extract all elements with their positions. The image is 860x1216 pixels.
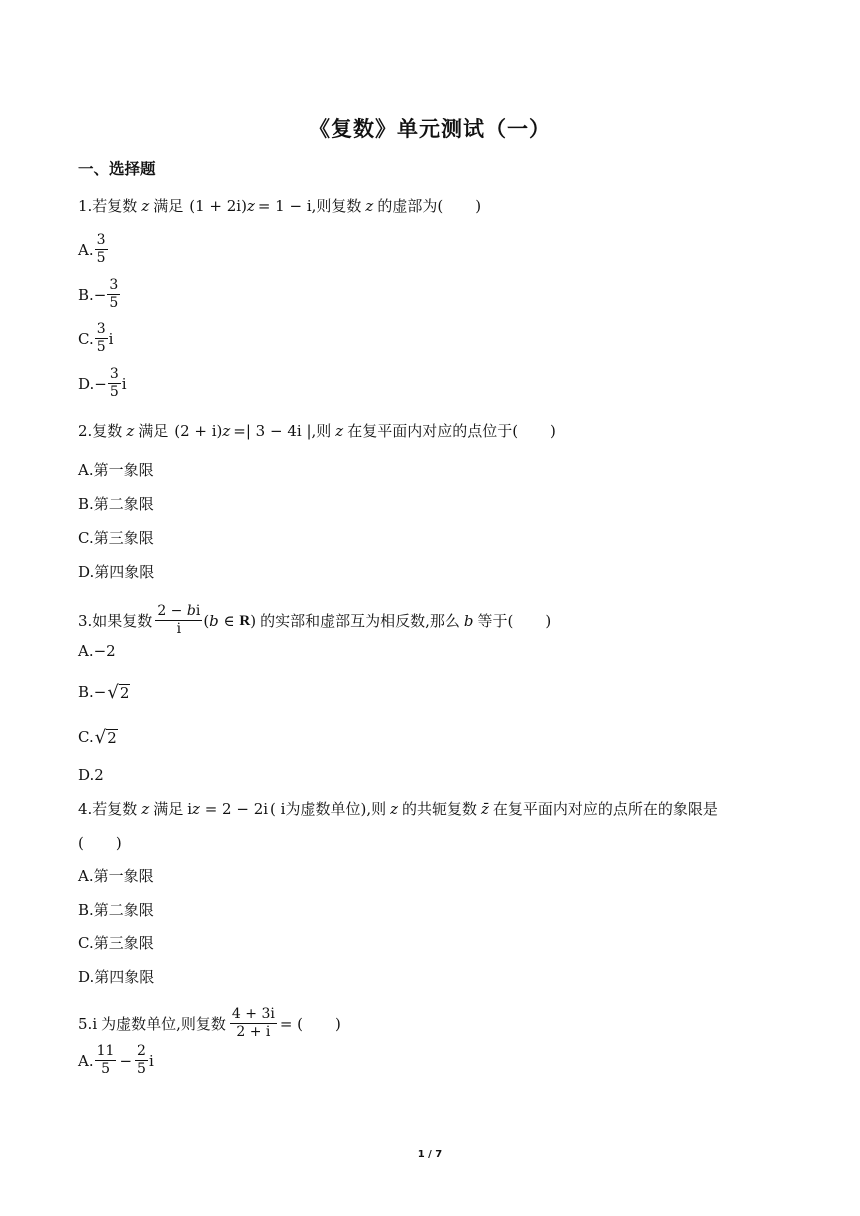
- radicand: 2: [119, 684, 130, 702]
- q1-eq-z: z: [246, 197, 255, 215]
- numerator: 3: [109, 277, 119, 293]
- q3-option-c: [78, 727, 118, 747]
- q4-z: z: [141, 800, 150, 818]
- q4-eq-right: = 2 − 2i: [199, 800, 269, 818]
- option-label: B.: [78, 285, 94, 304]
- fraction: [107, 277, 120, 312]
- q4-zbar: z̄: [481, 800, 489, 818]
- q2-option-c: C.第三象限: [78, 529, 154, 547]
- q4-satisfy: 满足: [153, 800, 184, 818]
- q4-option-a: A.第一象限: [78, 867, 154, 885]
- paren-open: (: [203, 611, 210, 630]
- q3-option-b: [78, 682, 130, 702]
- q5-close: ): [335, 1014, 341, 1033]
- q3-tail: 等于(: [477, 611, 514, 630]
- element-of: ∈: [218, 611, 240, 630]
- numerator: 3: [96, 321, 106, 337]
- q1-z: z: [141, 197, 150, 215]
- q3-mid: 的实部和虚部互为相反数,那么: [260, 611, 460, 630]
- question-1: [78, 196, 481, 216]
- minus-sign: −: [94, 374, 107, 393]
- q4-option-b: B.第二象限: [78, 901, 154, 919]
- q5-fraction: [230, 1006, 277, 1041]
- paren-open: (: [78, 834, 84, 852]
- q2-eq-z: z: [222, 422, 231, 440]
- q1-lead: 1.若复数: [78, 197, 138, 215]
- q5-option-a: [78, 1043, 154, 1078]
- q2-eq-right: =| 3 − 4i |: [233, 422, 312, 440]
- denominator: 5: [109, 295, 119, 311]
- question-4: [78, 799, 718, 819]
- q2-option-b: B.第二象限: [78, 495, 154, 513]
- q2-z: z: [126, 422, 135, 440]
- q2-option-d: D.第四象限: [78, 563, 155, 581]
- denominator: 2 + i: [236, 1024, 271, 1040]
- q1-close: ): [475, 197, 482, 215]
- q4-mid: 的共轭复数: [402, 800, 478, 818]
- q1-option-a: [78, 232, 109, 267]
- minus-sign: −: [93, 285, 107, 304]
- option-label: C.: [78, 728, 94, 746]
- q3-b: b: [463, 611, 474, 630]
- q4-eq-z: z: [192, 800, 200, 818]
- square-root: [107, 682, 130, 702]
- q4-note: 为虚数单位),则: [285, 800, 387, 818]
- q1-tail: 的虚部为(: [377, 197, 444, 215]
- q3-option-a: A.−2: [78, 642, 116, 660]
- question-5: [78, 1006, 341, 1041]
- q4-lead: 4.若复数: [78, 800, 138, 818]
- q2-close: ): [550, 422, 556, 440]
- question-2: [78, 421, 556, 441]
- denominator: 5: [101, 1061, 110, 1077]
- q3-option-d: D.2: [78, 766, 104, 784]
- q2-eq-left: (2 + i): [174, 422, 223, 440]
- fraction: [108, 366, 121, 401]
- q1-eq-right: = 1 − i: [257, 197, 312, 215]
- section-heading: 一、选择题: [78, 160, 156, 178]
- numerator: [155, 603, 202, 621]
- imaginary-unit: i: [121, 374, 127, 393]
- q4-note-i: ( i: [270, 800, 286, 818]
- q2-tail: 在复平面内对应的点位于(: [347, 422, 519, 440]
- radical-sign: √: [107, 682, 119, 703]
- q2-mid: ,则: [311, 422, 332, 440]
- numerator: 2: [137, 1043, 146, 1059]
- denominator: 5: [96, 339, 106, 355]
- numerator: 4 + 3i: [231, 1006, 275, 1022]
- q5-mid: 为虚数单位,则复数: [101, 1014, 226, 1033]
- square-root: [95, 727, 118, 747]
- denominator: i: [176, 621, 182, 637]
- q1-eq-left: (1 + 2i): [189, 197, 247, 215]
- imaginary-unit: i: [108, 329, 114, 348]
- q4-option-c: C.第三象限: [78, 934, 154, 952]
- q1-mid: ,则复数: [311, 197, 362, 215]
- q1-option-b: [78, 277, 121, 312]
- q4-option-d: D.第四象限: [78, 968, 155, 986]
- q4-eq-left: i: [187, 800, 193, 818]
- paren-close: ): [250, 611, 257, 630]
- q4-z2: z: [390, 800, 398, 818]
- q2-z2: z: [335, 422, 344, 440]
- minus-sign: −: [93, 683, 107, 701]
- fraction: [95, 1043, 117, 1078]
- document-title: 《复数》单元测试（一）: [309, 117, 551, 141]
- page-number: 1 / 7: [417, 1149, 443, 1160]
- option-label: B.: [78, 683, 94, 701]
- denominator: 5: [96, 250, 106, 266]
- numerator-b: b: [186, 603, 196, 619]
- q1-option-d: [78, 366, 127, 401]
- q4-tail: 在复平面内对应的点所在的象限是: [492, 800, 718, 818]
- option-label: A.: [78, 240, 94, 259]
- fraction: [135, 1043, 148, 1078]
- reals-symbol: R: [239, 612, 251, 629]
- option-label: D.: [78, 374, 95, 393]
- option-label: A.: [78, 1051, 94, 1070]
- fraction: [95, 232, 108, 267]
- numerator: 3: [109, 366, 119, 382]
- q2-satisfy: 满足: [138, 422, 169, 440]
- denominator: 5: [137, 1061, 146, 1077]
- q5-i: i: [92, 1014, 98, 1033]
- q1-option-c: [78, 321, 113, 356]
- numerator: 11: [96, 1043, 115, 1059]
- fraction: [95, 321, 108, 356]
- q5-lead: 5.: [78, 1014, 93, 1033]
- q3-lead: 3.如果复数: [78, 611, 153, 630]
- q2-lead: 2.复数: [78, 422, 123, 440]
- denominator: 5: [109, 384, 119, 400]
- q4-paren-line: [78, 833, 122, 853]
- numerator-i: i: [195, 603, 201, 619]
- question-3: [78, 603, 551, 638]
- radicand: 2: [107, 729, 117, 747]
- q1-satisfy: 满足: [153, 197, 184, 215]
- imaginary-unit: i: [148, 1051, 154, 1070]
- option-label: C.: [78, 329, 94, 348]
- numerator: 3: [96, 232, 106, 248]
- paren-close: ): [115, 834, 122, 852]
- q2-option-a: A.第一象限: [78, 461, 154, 479]
- minus-sign: −: [119, 1051, 133, 1070]
- q1-z2: z: [365, 197, 374, 215]
- q5-tail: = (: [279, 1014, 304, 1033]
- q3-fraction: [155, 603, 202, 638]
- numerator-part: 2 −: [157, 603, 187, 619]
- radical-sign: √: [94, 727, 107, 748]
- q3-close: ): [545, 611, 552, 630]
- variable-b: b: [209, 611, 219, 630]
